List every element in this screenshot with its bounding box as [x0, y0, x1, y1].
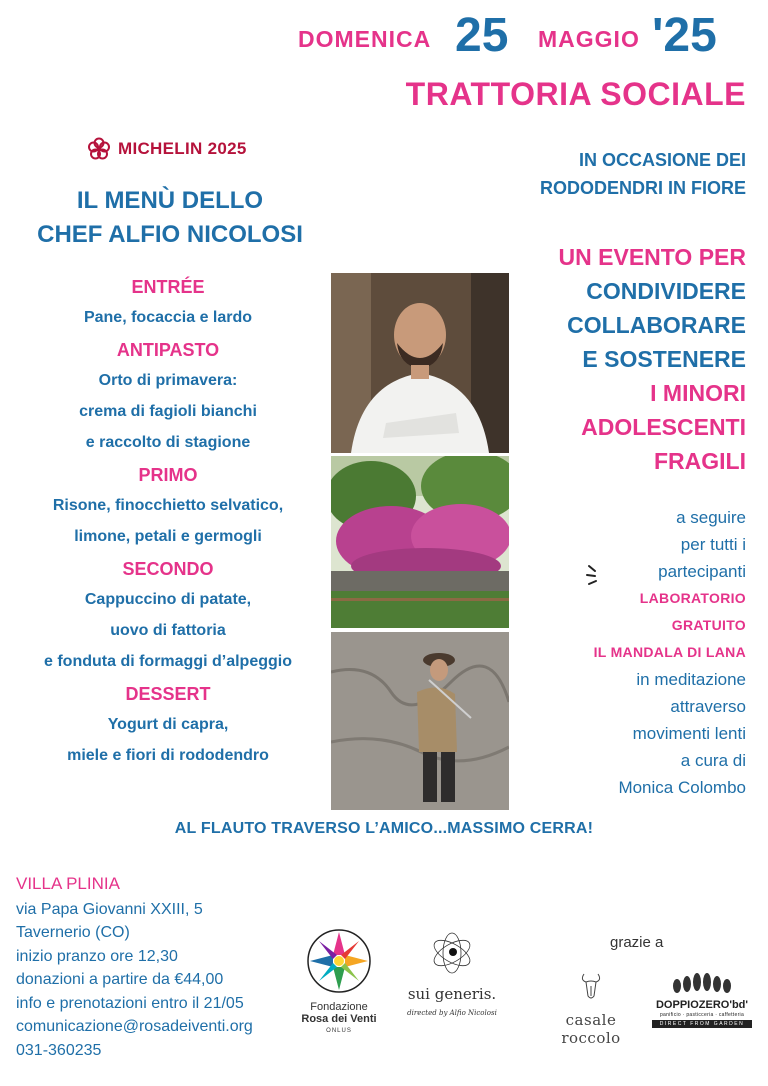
event-line: E SOSTENERE: [582, 346, 746, 372]
header-day: 25: [455, 9, 509, 62]
course-title: ANTIPASTO: [116, 340, 220, 360]
dish-line: uovo di fattoria: [110, 622, 226, 639]
workshop-detail-line: in meditazione: [636, 670, 746, 689]
course-title: DESSERT: [125, 684, 211, 704]
workshop-intro-line: per tutti i: [680, 535, 746, 554]
occasion-line2: RODODENDRI IN FIORE: [539, 178, 746, 198]
casale-roccolo-logo: [538, 970, 644, 1047]
flute-announcement: AL FLAUTO TRAVERSO L’AMICO...MASSIMO CERRA!: [174, 820, 594, 837]
header-year: '25: [652, 9, 717, 62]
fondazione-label: [300, 1001, 378, 1037]
michelin-flower-icon: [86, 136, 112, 162]
venue-email[interactable]: comunicazione@rosadeiventi.org: [16, 1018, 253, 1035]
fondazione-line2: Rosa dei Venti: [301, 1013, 377, 1025]
event-line: COLLABORARE: [567, 312, 746, 338]
workshop-title-line: IL MANDALA DI LANA: [593, 644, 746, 660]
workshop-title-line: GRATUITO: [671, 617, 746, 633]
dish-line: Cappuccino di patate,: [84, 591, 252, 608]
menu-list: [0, 270, 336, 771]
course-title: ENTRÉE: [131, 277, 205, 297]
occasion-line1: IN OCCASIONE DEI: [578, 150, 746, 170]
header-month: MAGGIO: [538, 26, 640, 52]
goat-head-icon: [576, 970, 606, 1004]
sui-generis-signature: directed by Alfio Nicolosi: [407, 1009, 497, 1017]
menu-title-line1: IL MENÙ DELLO: [76, 187, 264, 214]
course-title: SECONDO: [122, 559, 214, 579]
course-title: PRIMO: [138, 465, 198, 485]
header-subtitle: TRATTORIA SOCIALE: [405, 76, 746, 112]
fondazione-line3: ONLUS: [326, 1028, 352, 1034]
venue-phone[interactable]: 031-360235: [16, 1041, 102, 1059]
wheat-icon: [657, 972, 747, 994]
workshop-detail-line: attraverso: [670, 697, 746, 716]
compass-rose-icon: [304, 928, 374, 994]
event-statement: [486, 240, 746, 478]
event-line: ADOLESCENTI: [581, 414, 746, 440]
sui-generis-logo: [398, 930, 506, 1017]
dish-line: e fonduta di formaggi d’alpeggio: [44, 653, 292, 670]
menu-title: [0, 184, 340, 252]
venue-time: inizio pranzo ore 12,30: [16, 947, 178, 965]
thanks-label: grazie a: [610, 934, 664, 951]
event-line: CONDIVIDERE: [586, 278, 746, 304]
dish-line: e raccolto di stagione: [85, 434, 251, 451]
workshop-detail-line: a cura di: [680, 751, 746, 770]
chef-photo: [331, 273, 509, 453]
venue-info: [16, 872, 253, 1062]
doppiozero-subtitle: panificio · pasticceria · caffetteria: [659, 1012, 745, 1018]
dish-line: limone, petali e germogli: [74, 528, 262, 545]
doppiozero-logo: [652, 972, 752, 1028]
workshop-detail-line: Monica Colombo: [618, 778, 746, 797]
rhododendron-photo: [331, 456, 509, 628]
event-line: I MINORI: [650, 380, 746, 406]
orbit-icon: [429, 930, 475, 976]
workshop-intro-line: partecipanti: [658, 562, 746, 581]
dish-line: Risone, finocchietto selvatico,: [52, 497, 284, 514]
event-line: FRAGILI: [654, 448, 746, 474]
dish-line: miele e fiori di rododendro: [67, 747, 269, 764]
workshop-info: [506, 504, 746, 801]
dish-line: Orto di primavera:: [98, 372, 238, 389]
doppiozero-bar: DIRECT FROM GARDEN: [652, 1020, 752, 1028]
michelin-label: MICHELIN 2025: [118, 139, 247, 158]
venue-name: VILLA PLINIA: [16, 874, 120, 893]
venue-donation: donazioni a partire da €44,00: [16, 971, 224, 988]
dish-line: Yogurt di capra,: [107, 716, 229, 733]
workshop-detail-line: movimenti lenti: [632, 724, 746, 743]
michelin-badge: [86, 136, 247, 162]
sui-generis-name: sui generis.: [407, 985, 497, 1003]
fondazione-logo: [300, 928, 378, 1037]
workshop-title-line: LABORATORIO: [639, 590, 746, 606]
header-weekday: DOMENICA: [298, 26, 432, 52]
menu-title-line2: CHEF ALFIO NICOLOSI: [37, 221, 303, 248]
event-line: UN EVENTO PER: [558, 244, 746, 270]
dish-line: crema di fagioli bianchi: [79, 403, 257, 420]
dish-line: Pane, focaccia e lardo: [83, 309, 253, 326]
venue-booking: info e prenotazioni entro il 21/05: [16, 994, 244, 1012]
workshop-intro-line: a seguire: [676, 508, 746, 527]
venue-address: via Papa Giovanni XXIII, 5: [16, 900, 203, 918]
casale-roccolo-name: casale roccolo: [561, 1011, 621, 1047]
flute-player-photo: [331, 632, 509, 810]
doppiozero-name: DOPPIOZERO'bd': [655, 999, 748, 1011]
occasion-text: [486, 146, 746, 202]
venue-town: Tavernerio (CO): [16, 924, 130, 941]
fondazione-line1: Fondazione: [310, 1001, 368, 1013]
